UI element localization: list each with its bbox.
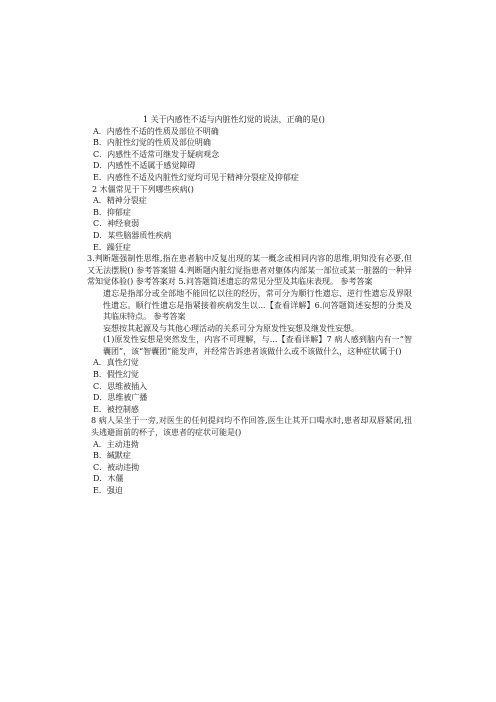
question-2-option-c: C．神经衰弱 xyxy=(93,219,140,229)
paragraph-amnesia-answer: 遗忘是指部分或全部地不能回忆以往的经历，常可分为顺行性遗忘、逆行性遗忘及界限性遗忘。顺行性遗忘是指紧接着疾病发生以...【查看详解】6.问答题简述妄想的分类及其临床特点。 参考答案 xyxy=(103,288,412,322)
question-7-option-d: D．思维被广播 xyxy=(93,393,148,403)
question-7-option-c: C．思维被插入 xyxy=(93,381,148,391)
question-7-option-a: A．真性幻觉 xyxy=(93,358,139,368)
question-1-option-d: D．内感性不适属于感觉障碍 xyxy=(93,161,196,171)
question-8-stem: 8 病人呆坐于一旁,对医生的任何提问均不作回答,医生让其开口喝水时,患者却双唇紧闭,扭头逃避面前的杯子，该患者的症状可能是() xyxy=(91,416,412,438)
paragraph-delusion-classification: 妄想按其起源及与其他心理活动的关系可分为原发性妄想及继发性妄想。 xyxy=(103,323,359,333)
question-1-option-a: A．内感性不适的性质及部位不明确 xyxy=(93,126,219,136)
question-8-option-d: D．木僵 xyxy=(93,474,124,484)
question-7-option-e: E．被控制感 xyxy=(93,404,139,414)
question-2-option-a: A．精神分裂症 xyxy=(93,196,147,206)
question-2-option-e: E．躁狂症 xyxy=(93,242,131,252)
question-1-option-c: C．内感性不适常可继发于疑病观念 xyxy=(93,149,220,159)
question-8-option-c: C．被动违拗 xyxy=(93,462,140,472)
question-1-stem: 1 关于内感性不适与内脏性幻觉的说法，正确的是() xyxy=(143,115,325,124)
question-2-option-b: B．抑郁症 xyxy=(93,207,131,217)
question-8-option-e: E．强迫 xyxy=(93,486,123,495)
paragraph-primary-delusion: (1)原发性妄想是突然发生，内容不可理解，与...【查看详解】7 病人感到脑内有一“智囊团”，该“智囊团”能发声，并经常告诉患者该做什么或不该做什么，这种症状属于() xyxy=(103,335,412,356)
question-1-option-b: B．内脏性幻觉的性质及部位明确 xyxy=(93,138,211,148)
paragraph-judgment-questions: 3.判断题强制性思维,指在患者脑中反复出现的某一概念或相同内容的思维,明知没有必要,但又无法摆脱() 参考答案错 4.判断题内脏幻觉指患者对躯体内部某一部位或某一脏器的一种异常知觉体验() 参考答案对 5.问答题简述遗忘的常见分型及其临床表现。 参考答案 xyxy=(87,254,412,287)
question-2-option-d: D．某些脑器质性疾病 xyxy=(93,230,172,240)
question-7-option-b: B．假性幻觉 xyxy=(93,370,139,380)
question-8-option-a: A．主动违拗 xyxy=(93,439,139,449)
question-1-option-e: E．内感性不适及内脏性幻觉均可见于精神分裂症及抑郁症 xyxy=(93,172,299,182)
document-body xyxy=(87,114,412,497)
question-2-stem: 2 木僵常见于下列哪些疾病() xyxy=(92,184,194,194)
question-8-option-b: B．缄默症 xyxy=(93,451,131,461)
